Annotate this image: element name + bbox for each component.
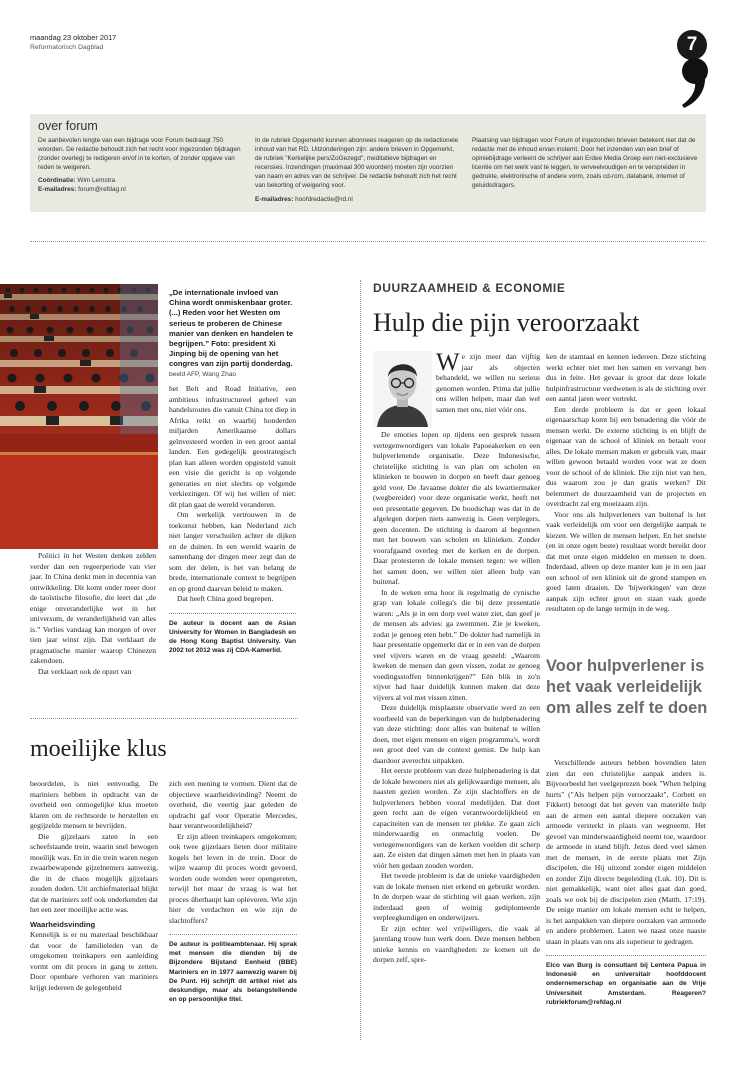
over-forum-box	[30, 114, 706, 212]
forum-col-1	[38, 136, 243, 195]
paragraph: Die gijzelaars zaten in een scheefstaande trein, waarin snel bewogen moeilijk was. En in die trein waren negen zwaarbewapende gijzelnemers aanwezig, die in de chaos mogelijk gijzelaars zouden doden. Uit archiefmateriaal blijkt dat de mariniers zelf ook onderkenden dat het een zeer moeilijke actie was.	[30, 831, 158, 914]
section-divider	[30, 241, 706, 242]
forum-email-link[interactable]: forum@refdag.nl	[78, 186, 126, 194]
main-article-col-2b	[546, 758, 706, 1007]
forum-col-2	[255, 136, 460, 204]
author-divider	[169, 613, 296, 614]
forum-coord: Coördinatie: Wim Lemstra	[38, 177, 116, 185]
klus-title: moeilijke klus	[30, 736, 167, 762]
article-title: Hulp die pijn veroorzaakt	[373, 308, 640, 337]
paragraph: Om werkelijk vertrouwen in de toekomst hebben, kan Nederland zich niet langer verschuilen achter de dijken en de duinen. In een wereld waarin de samenhang der dingen meer zegt dan de som der delen, is het van belang de brede, internationale context te begrijpen en op grond daarvan beleid te maken.	[169, 510, 296, 593]
caption-credit: beeld AFP, Wang Zhao	[169, 370, 237, 378]
xi-jinping-congress-photo	[0, 284, 158, 549]
subheading: Waarheidsvinding	[30, 919, 96, 929]
paragraph: ken de stamtaal en kennen iedereen. Deze stichting werkt echter niet met hen samen en vervangt hen dus in feite. Het gevaar is groot dat deze lokale hulpinfrastructuur verdwenen is als de stichting over een aantal jaren weer vertrekt.	[546, 352, 706, 403]
section-divider	[30, 718, 298, 719]
main-article-col-1	[373, 349, 540, 966]
rubric-label: DUURZAAMHEID & ECONOMIE	[373, 281, 566, 295]
forum-title: over forum	[38, 119, 98, 133]
forum-col-3	[472, 136, 698, 191]
paragraph: Het tweede probleem is dat de unieke vaardigheden van de lokale mensen niet erkend en gebruikt worden. In de dorpen waar de stichting wil gaan werken, zijn inderdaad geen of weinig gediplomeerde verpleegkundigen en onderwijzers.	[373, 871, 540, 922]
author-note: Elco van Burg is consultant bij Lentera Papua in Indonesië en universitair hoofddocent ondernemerschap en organisatie aan de Vrije Universiteit Amsterdam. Reageren? rubriekforum@refdag.nl	[546, 962, 706, 1006]
paragraph: Dat heeft China goed begrepen.	[177, 594, 274, 603]
paragraph: zich een mening te vormen. Dient dat de objectieve waarheidsvinding? Neemt de overheid, die veertig jaar geleden de opdracht gaf voor Operatie Mercedes, haar verantwoordelijkheid?	[169, 779, 297, 830]
paragraph: Dat verklaart ook de opzet van	[38, 666, 132, 676]
china-article-col-2	[169, 384, 296, 655]
forum-col-1-text: De aanbevolen lengte van een bijdrage voor Forum bedraagt 750 woorden. De redactie behoudt zich het recht voor ingezonden bijdragen (zonder overleg) te redigeren en/of in te korten, of zonder opgave van reden te weigeren.	[38, 137, 241, 172]
china-article-col-1	[30, 551, 156, 677]
klus-col-2	[169, 779, 297, 1004]
photo-caption	[169, 288, 295, 379]
caption-text: „De internationale invloed van China wordt onmiskenbaar groter. (...) Reden voor het Westen om serieus te proberen de Chinese manier van denken en handelen te begrijpen.” Foto: president Xi Jinping bij de opening van het congres van zijn partij donderdag.	[169, 288, 294, 369]
paragraph: Een derde probleem is dat er geen lokaal eigenaarschap komt bij een benadering die vóór de mensen werkt. De externe stichting is en blijft de eigenaar van de school of kliniek en betaalt voor alles. De lokale mensen maken er gebruik van, maar willen gewoon betaald worden voor wat ze doen voor de school of de kliniek. Die zijn niet van hen, dus waarom zou je dan gratis werken? Dit belemmert de duurzaamheid van de projecten en overdracht zal erg moeizaam zijn.	[546, 404, 706, 508]
paragraph: Verschillende auteurs hebben bovendien laten zien dat een christelijke aanpak anders is. Bijvoorbeeld het veelgeprezen boek "When helping hurts" ("Als helpen pijn veroorzaakt", Corbett en Fikkert) betoogt dat het geven van materiële hulp aan de armen een aantal diepere oorzaken van armoede versterkt in plaats van wegneemt. Het gevoel van minderwaardigheid neemt toe, waardoor de armoede in stand blijft. Jezus deed veel sámen met de mensen, in de eerste plaats met Zijn discipelen, die Hij uitzond zonder eigen middelen en zonder Zijn directe begeleiding (Luk. 10). Dit is niet gemakkelijk, want niet alles gaat dan goed, zoals we ook bij de discipelen zien (Matth. 17:19). De enige manier om lokale mensen echt te helpen, is het aanpakken van diepere oorzaken van armoede en andere problemen. Laten we naast onze naaste staan in plaats van ons als superieur te gedragen.	[546, 758, 706, 946]
paragraph: In de weken erna hoor ik regelmatig de cynische grap van lokale collega's die bij deze presentatie waren: „Als je in een dorp veel water ziet, dan geef je de mensen als advies: ga zwemmen. Zie je kweken, zodat je genoeg eten hebt.” De dokter had namelijk in haar presentatie opgemerkt dat er in een van de dorpen veel vijvers waren en de vraag gesteld: „Waarom kweken de mensen dan geen vissen, zodat ze genoeg voedingsstoffen binnenkrijgen?” Eén blik in zo'n vijver had haar duidelijk kunnen maken dat deze vijvers al vol met vissen zitten.	[373, 587, 540, 702]
forum-col-2-email: E-mailadres: hoofdredactie@rd.nl	[255, 195, 353, 203]
dropcap: W	[436, 349, 460, 376]
paragraph: Politici in het Westen denken zelden verder dan een regeerperiode van vier jaar. In China denkt men in decennia van ontwikkeling. Dit komt onder meer door de taoïstische filosofie, die leert dat „de enige onveranderlijke wet in het universum, de veranderlijkheid van alles is.” Verlies vandaag kan morgen of over tien jaar winst zijn. Dat verklaart de pragmatische manier waarop Chinezen zakendoen.	[30, 551, 156, 665]
lead-paragraph: We zijn meer dan vijftig jaar als objecten behandeld, we willen nu serieus genomen worden. Prima dat jullie ons willen helpen, maar dan wel samen met ons, niet vóór ons.	[436, 349, 540, 414]
author-divider	[546, 955, 706, 956]
paragraph: Er zijn alleen treinkapers omgekomen; ook twee gijzelaars lieten door militaire kogels het leven in de trein. Door de wijze waarop dit proces wordt gevoerd, worden oude wonden weer opengereten, terwijl het maar de vraag is wat het proces überhaupt kan opleveren. Wie zijn hier de verdachten en wie zijn de slachtoffers?	[169, 831, 297, 925]
paragraph: Deze duidelijk misplaatste observatie werd zo een voorbeeld van de beperkingen van de hulpbenadering van deze stichting: door alles van buitenaf te willen doen, met eigen mensen en eigen programma's, wordt een groot deel van de context gemist. De hulp kan daardoor averechts uitpakken.	[373, 703, 540, 765]
comma-logo-icon	[676, 50, 710, 110]
klus-col-1	[30, 779, 158, 993]
paragraph: het Belt and Road Initiative, een ambitieus infrastructureel geheel van handelsroutes die vanuit China tot diep in Afrika reikt en waarbij honderden miljarden Amerikaanse dollars geïnvesteerd worden in een groot aantal landen. Een gedegelijk geostrategisch plan kan alleen worden opgesteld vanuit een visie die gericht is op volgende generaties en niet slechts op volgende verkiezingen. Of wij het willen of niet: dit plan gaat de wereld veranderen.	[169, 384, 296, 509]
pull-quote: Voor hulpverlener is het vaak verleidelijk om alles zelf te doen	[546, 657, 708, 717]
author-divider	[169, 934, 297, 935]
forum-col-2-text: In de rubriek Opgemerkt kunnen abonnees reageren op de redactionele inhoud van het RD. Uitzonderingen zijn: andere brieven in Opgemerkt, de rubriek "Kerkelijke pers/ZoGezegd", meditatieve bijdragen en recensies. Inzendingen (maximaal 300 woorden) moeten zijn voorzien van naam en adres van de schrijver. De redactie behoudt zich het recht van bekorting of weigering voor.	[255, 137, 459, 190]
paragraph: Voor ons als hulpverleners van buitenaf is het vaak verleidelijk om voor een dergelijke aanpak te kiezen. We willen de mensen helpen. En het snelste (en in onze ogen beste) resultaat wordt bereikt door dat met onze eigen middelen en mensen te doen. Inderdaad, alleen op deze manier kun je in een jaar een school of een kliniek uit de grond stampen en goed laten draaien. De 'bijwerkingen' van deze aanpak zijn echter groot en staan vaak goede resultaten op de lange termijn in de weg.	[546, 509, 706, 613]
author-note: De auteur is docent aan de Asian University for Women in Bangladesh en de Hong Kong Baptist University. Van 2002 tot 2012 was zij CDA-Kamerlid.	[169, 619, 296, 655]
column-divider	[360, 280, 361, 1040]
hoofdredactie-email-link[interactable]: hoofdredactie@rd.nl	[295, 195, 353, 203]
page-number-badge: 7	[677, 30, 707, 60]
paragraph: De emoties lopen op tijdens een gesprek tussen vertegenwoordigers van lokale Papoeakerken en een hulpverlenende organisatie. Deze Indonesische, christelijke stichting is van plan om scholen en klinieken te bouwen in dorpen en heeft daar genoeg geld voor. De Javaanse dokter die als kwartiermaker (wegbereider) voor deze organisatie werkt, heeft net een presentatie gegeven. De boodschap was dat in de afgelegen dorpen niets aanwezig is. Geen verplegers, geen docenten. De stichting is daarom al begonnen met het bouwen van scholen en klinieken. Zonder voorafgaand overleg met de kerken en de dorpen. Daar protesteren de lokale mensen tegen: we willen het samen doen, we willen niet alleen hulp van buitenaf.	[373, 430, 540, 586]
portrait-spacer	[373, 352, 436, 430]
author-note: De auteur is politieambtenaar. Hij sprak met mensen die dienden bij de Bijzondere Bijstand Eenheid (BBE) Mariniers en in 1977 aanwezig waren bij De Punt. Hij schrijft dit artikel niet als deskundige, maar als belangstellende en op persoonlijke titel.	[169, 941, 297, 1004]
paragraph: Kennelijk is er nu materiaal beschikbaar dat voor de familieleden van de omgekomen treinkapers een aanleiding vormt om dit proces in gang te zetten. Door openbare verhoren van mariniers krijgt iedereen de gelegenheid	[30, 930, 158, 992]
paragraph: Het eerste probleem van deze hulpbenadering is dat de lokale bewoners niet als gelijkwaardige mensen, als naasten gezien worden. Ze zijn slachtoffers en de hulpverleners hebben vooral medelijden. Dat doet geen recht aan de eigen verantwoordelijkheid en capaciteiten van de mensen ter plekke. Ze gaan zich minderwaardig en onmachtig voelen. De vertegenwoordigers van de kerken voelden dit scherp aan. Ze eisten dat dingen sámen met hen in plaats van vóór hen gedaan zouden worden.	[373, 766, 540, 870]
forum-col-3-text: Plaatsing van bijdragen voor Forum of ingezonden brieven betekent niet dat de redactie met de inhoud ervan instemt. Door het inzenden van een brief of opiniebijdrage verleent de schrijver aan Erdee Media Groep een niet-exclusieve licentie om het werk vast te leggen, te verveelvoudigen en te verspreiden in gedrukte, elektronische of andere vorm, zoals cd-rom, databank, internet of geluidsdragers.	[472, 137, 698, 190]
paragraph: beoordelen, is niet eenvoudig. De mariniers hebben in opdracht van de overheid een onmogelijke klus moeten klaren om de rechtsorde te herstellen en gegijzelde mensen te bevrijden.	[30, 779, 158, 830]
main-article-col-2	[546, 352, 706, 615]
forum-email: E-mailadres: forum@refdag.nl	[38, 186, 126, 194]
paragraph: Er zijn echter wel vrijwilligers, die vaak al jarenlang trouw hun werk doen. Deze mensen hebben unieke kennis en vaardigheden: ze komen uit de dorpen zelf, spre-	[373, 923, 540, 964]
header-paper: Reformatorisch Dagblad	[30, 44, 104, 51]
header-date: maandag 23 oktober 2017	[30, 33, 117, 42]
